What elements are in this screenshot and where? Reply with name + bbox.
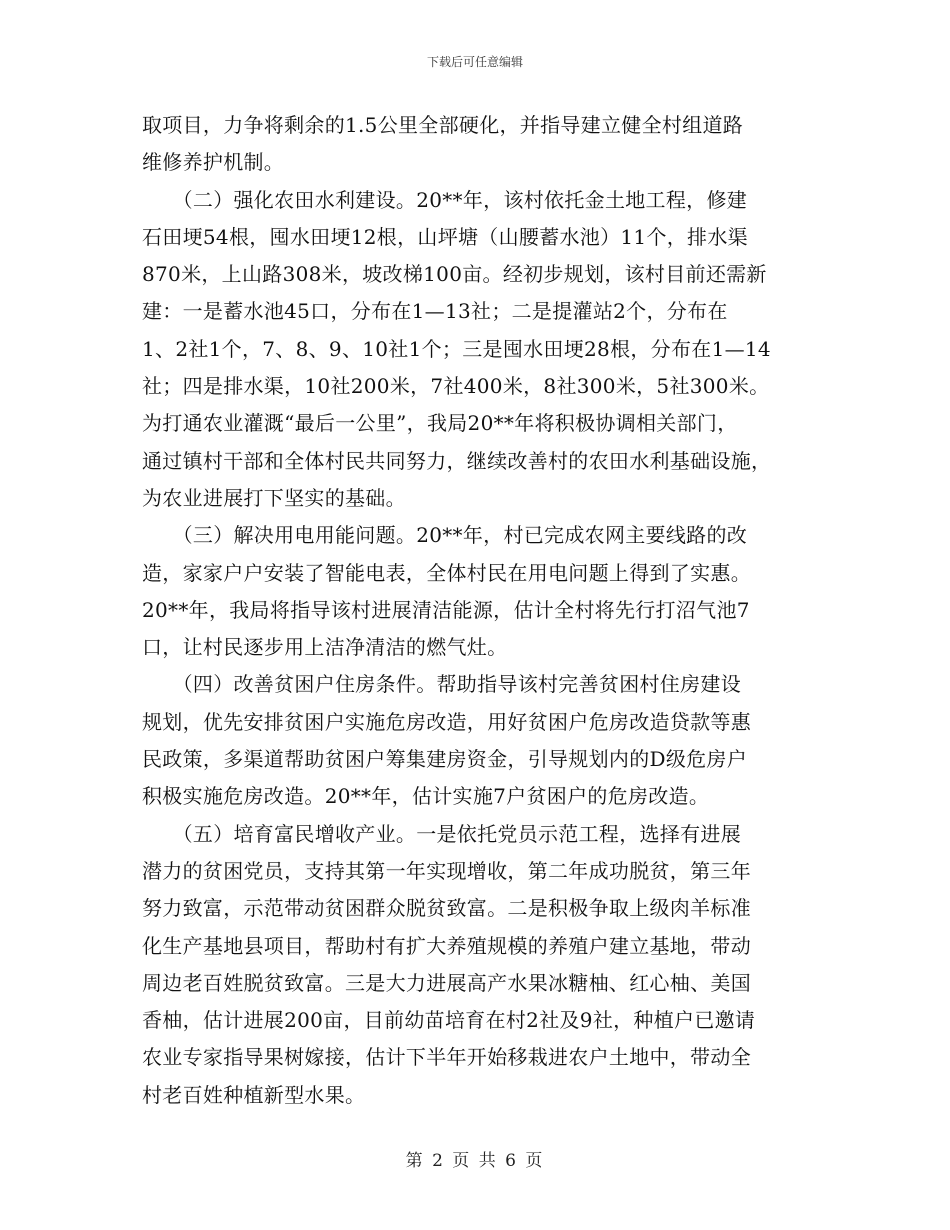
text-line: 建：一是蓄水池45口，分布在1—13社；二是提灌站2个，分布在 <box>142 299 728 324</box>
text-line: 为农业进展打下坚实的基础。 <box>142 485 406 510</box>
text-line: （四）改善贫困户住房条件。帮助指导该村完善贫困村住房建设 <box>142 672 741 697</box>
page-number-footer: 第 2 页 共 6 页 <box>405 1151 545 1171</box>
text-line: 规划，优先安排贫困户实施危房改造，用好贫困户危房改造贷款等惠 <box>142 709 751 734</box>
text-line: 村老百姓种植新型水果。 <box>142 1082 366 1107</box>
text-line: 化生产基地县项目，帮助村有扩大养殖规模的养殖户建立基地，带动 <box>142 933 751 958</box>
text-line: 潜力的贫困党员，支持其第一年实现增收，第二年成功脱贫，第三年 <box>142 858 751 883</box>
text-line: 取项目，力争将剩余的1.5公里全部硬化，并指导建立健全村组道路 <box>142 113 744 137</box>
text-line: （三）解决用电用能问题。20**年，村已完成农网主要线路的改 <box>142 523 748 548</box>
text-line: （二）强化农田水利建设。20**年，该村依托金土地工程，修建 <box>142 187 748 212</box>
text-line: 社；四是排水渠，10社200米，7社400米，8社300米，5社300米。 <box>142 374 770 399</box>
page-header: 下载后可任意编辑 <box>426 55 523 69</box>
text-line: 努力致富，示范带动贫困群众脱贫致富。二是积极争取上级肉羊标准 <box>142 896 751 921</box>
document-body <box>142 107 812 1114</box>
text-line: 通过镇村干部和全体村民共同努力，继续改善村的农田水利基础设施， <box>142 448 772 473</box>
text-line: 为打通农业灌溉“最后一公里”，我局20**年将积极协调相关部门， <box>142 411 738 436</box>
text-line: 870米，上山路308米，坡改梯100亩。经初步规划，该村目前还需新 <box>142 262 767 287</box>
text-line: 香柚，估计进展200亩，目前幼苗培育在村2社及9社，种植户已邀请 <box>142 1008 756 1033</box>
text-line: 农业专家指导果树嫁接，估计下半年开始移栽进农户土地中，带动全 <box>142 1045 751 1070</box>
text-line: 周边老百姓脱贫致富。三是大力进展高产水果冰糖柚、红心柚、美国 <box>142 970 751 995</box>
text-line: 20**年，我局将指导该村进展清洁能源，估计全村将先行打沼气池7 <box>142 597 750 622</box>
text-line: 维修养护机制。 <box>142 150 285 175</box>
text-line: 1、2社1个，7、8、9、10社1个；三是囤水田埂28根，分布在1—14 <box>142 336 771 361</box>
text-line: 石田埂54根，囤水田埂12根，山坪塘（山腰蓄水池）11个，排水渠 <box>142 224 748 249</box>
text-line: （五）培育富民增收产业。一是依托党员示范工程，选择有进展 <box>142 821 741 846</box>
text-line: 口，让村民逐步用上洁净清洁的燃气灶。 <box>142 635 508 660</box>
text-line: 民政策，多渠道帮助贫困户筹集建房资金，引导规划内的D级危房户 <box>142 747 748 772</box>
text-line: 造，家家户户安装了智能电表，全体村民在用电问题上得到了实惠。 <box>142 560 751 585</box>
text-line: 积极实施危房改造。20**年，估计实施7户贫困户的危房改造。 <box>142 784 710 809</box>
